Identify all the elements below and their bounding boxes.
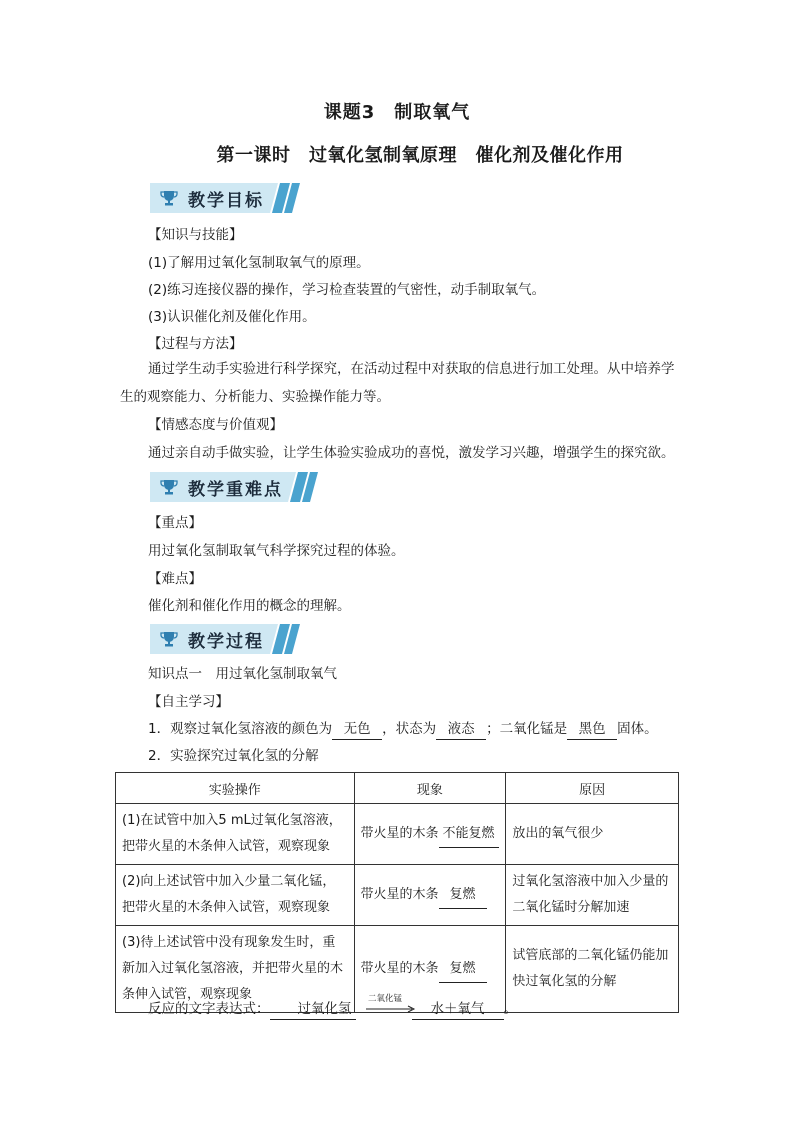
knowledge-heading: 【知识与技能】: [148, 227, 243, 243]
lesson-subtitle: 第一课时 过氧化氢制氧原理 催化剂及催化作用: [216, 145, 624, 166]
banner-label: 教学重难点: [188, 480, 283, 500]
equation-label: 反应的文字表达式：: [148, 1001, 270, 1017]
section-banner-key: [150, 472, 320, 502]
cell-operation: (3)待上述试管中没有现象发生时，重新加入过氧化氢溶液，并把带火星的木条伸入试管，观察现象: [116, 926, 355, 1013]
equation-line: [148, 999, 517, 1020]
section-banner-goals: [150, 183, 302, 213]
answer-mno2-color: 黑色: [567, 719, 617, 740]
phenomenon-prefix: 带火星的木条: [360, 886, 439, 902]
banner-label: 教学过程: [188, 632, 264, 652]
equation-end: 。: [503, 1001, 517, 1017]
cell-reason: 过氧化氢溶液中加入少量的二氧化锰时分解加速: [506, 865, 679, 926]
arrow-right-icon: [364, 1004, 418, 1018]
table-header-row: [116, 773, 679, 804]
answer-state: 液态: [436, 719, 486, 740]
lesson-title: 课题3 制取氧气: [323, 102, 471, 123]
phenomenon-answer: 复燃: [439, 956, 487, 983]
answer-color: 无色: [332, 719, 382, 740]
trophy-icon: [160, 478, 178, 496]
focus-heading: 【重点】: [148, 515, 202, 531]
table-row: [116, 865, 679, 926]
cell-reason: 试管底部的二氧化锰仍能加快过氧化氢的分解: [506, 926, 679, 1013]
catalyst-label: 二氧化锰: [368, 994, 403, 1004]
q1-text-b: ，状态为: [382, 721, 437, 737]
experiment-table: [115, 772, 679, 1013]
q1-text-c: ；二氧化锰是: [486, 721, 568, 737]
phenomenon-prefix: 带火星的木条: [360, 960, 439, 976]
cell-phenomenon: [354, 865, 506, 926]
table-row: [116, 804, 679, 865]
difficulty-text: 催化剂和催化作用的概念的理解。: [148, 598, 351, 614]
knowledge-item-3: (3)认识催化剂及催化作用。: [148, 309, 316, 325]
phenomenon-answer: 不能复燃: [439, 821, 499, 848]
method-paragraph: 通过学生动手实验进行科学探究，在活动过程中对获取的信息进行加工处理。从中培养学生的观察能力、分析能力、实验操作能力等。: [120, 361, 675, 405]
header-reason: 原因: [506, 773, 679, 804]
knowledge-point-1: 知识点一 用过氧化氢制取氧气: [148, 666, 337, 682]
cell-phenomenon: [354, 804, 506, 865]
q1-text-a: 1．观察过氧化氢溶液的颜色为: [148, 721, 333, 737]
header-operation: 实验操作: [116, 773, 355, 804]
section-banner-process: [150, 624, 302, 654]
cell-operation: (2)向上述试管中加入少量二氧化锰，把带火星的木条伸入试管，观察现象: [116, 865, 355, 926]
phenomenon-prefix: 带火星的木条: [360, 825, 439, 841]
self-study-heading: 【自主学习】: [148, 694, 229, 710]
equation-products: 水＋氧气: [412, 999, 504, 1020]
method-heading: 【过程与方法】: [148, 336, 243, 352]
phenomenon-answer: 复燃: [439, 882, 487, 909]
equation-reactant: 过氧化氢: [270, 999, 356, 1020]
cell-reason: 放出的氧气很少: [506, 804, 679, 865]
header-phenomenon: 现象: [354, 773, 506, 804]
cell-operation: (1)在试管中加入5 mL过氧化氢溶液，把带火星的木条伸入试管，观察现象: [116, 804, 355, 865]
emotion-paragraph: 通过亲自动手做实验，让学生体验实验成功的喜悦，激发学习兴趣，增强学生的探究欲。: [148, 445, 675, 461]
knowledge-item-2: (2)练习连接仪器的操作，学习检查装置的气密性，动手制取氧气。: [148, 282, 546, 298]
reaction-arrow: [364, 994, 418, 1018]
q1-text-d: 固体。: [617, 721, 658, 737]
banner-label: 教学目标: [188, 191, 264, 211]
emotion-heading: 【情感态度与价值观】: [148, 417, 283, 433]
question-1: [148, 719, 658, 740]
focus-text: 用过氧化氢制取氧气科学探究过程的体验。: [148, 543, 405, 559]
question-2: 2．实验探究过氧化氢的分解: [148, 748, 319, 764]
trophy-icon: [160, 630, 178, 648]
trophy-icon: [160, 189, 178, 207]
knowledge-item-1: (1)了解用过氧化氢制取氧气的原理。: [148, 255, 370, 271]
difficulty-heading: 【难点】: [148, 571, 202, 587]
